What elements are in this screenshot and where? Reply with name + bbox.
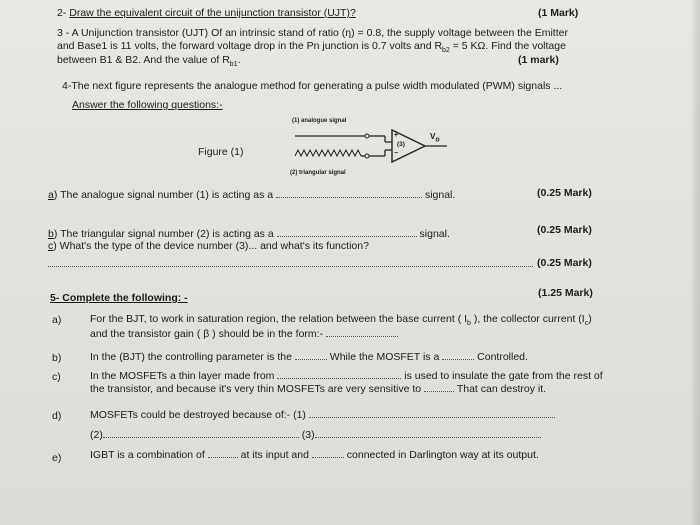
question-5d-line-2	[90, 428, 541, 441]
question-4a-mark: (0.25 Mark)	[537, 187, 592, 199]
question-5e-label: e)	[52, 452, 62, 464]
question-5b-blank-2[interactable]	[442, 350, 474, 360]
question-2-number: 2-	[57, 7, 67, 19]
question-5b-text-3: Controlled.	[477, 351, 528, 363]
question-5b-text-1: In the (BJT) the controlling parameter is the	[90, 351, 292, 363]
question-5c-text-3: the transistor, and because it's very thin MOSFETs are very sensitive to	[90, 383, 422, 395]
question-4c-mark: (0.25 Mark)	[537, 257, 592, 269]
question-3-text-2: and Base1 is 11 volts, the forward voltage drop in the Pn junction is 0.7 volts and R	[57, 40, 443, 52]
question-5b-line	[90, 350, 528, 363]
question-5a-text-end: )	[588, 313, 592, 325]
question-4a-text: ) The analogue signal number (1) is acting as a	[53, 189, 274, 201]
question-4c-answer-line[interactable]	[48, 266, 533, 267]
question-5-mark: (1.25 Mark)	[538, 287, 593, 299]
question-5a-text-2: and the transistor gain ( β ) should be in the form:-	[90, 328, 324, 340]
question-5b-text-2: While the MOSFET is a	[329, 351, 440, 363]
question-5a-blank[interactable]	[326, 327, 398, 337]
question-3-text-3-end: .	[237, 54, 241, 66]
question-2-mark: (1 Mark)	[538, 7, 579, 19]
question-5e-text-3: connected in Darlington way at its output.	[346, 449, 539, 461]
rb2-subscript: b2	[442, 47, 450, 55]
question-5b-blank-1[interactable]	[295, 350, 327, 360]
question-4b-blank[interactable]	[277, 227, 417, 237]
question-3-number: 3 -	[57, 27, 70, 39]
fig-minus-sign: −	[394, 150, 399, 157]
question-4b	[48, 227, 450, 240]
question-5e-blank-2[interactable]	[312, 448, 344, 458]
question-5c-blank-2[interactable]	[424, 382, 454, 392]
question-5b-label: b)	[52, 352, 62, 364]
fig-output-label	[430, 132, 440, 144]
question-4a-blank[interactable]	[276, 188, 422, 198]
rb1-subscript: b1	[229, 61, 238, 69]
question-4a	[48, 188, 455, 201]
question-4c-label: c	[48, 240, 54, 252]
question-4a-label: a	[48, 189, 54, 201]
fig-triangular-label: (2) triangular signal	[290, 170, 346, 176]
question-5d-text-1: MOSFETs could be destroyed because of:- (1)	[90, 409, 306, 421]
ib-subscript: b	[467, 320, 471, 328]
question-5d-blank-3[interactable]	[315, 428, 541, 438]
ic-subscript: c	[584, 320, 589, 328]
question-5d-line-1	[90, 408, 555, 421]
question-5c-line-1	[90, 369, 603, 382]
question-5c-blank-1[interactable]	[277, 369, 401, 379]
figure-label: Figure (1)	[198, 146, 244, 158]
question-5d-text-2: (2)	[90, 429, 103, 441]
fig-device-label: (3)	[397, 141, 405, 148]
question-4-intro: 4-The next figure represents the analogue method for generating a pulse width modulated (PWM) signals ...	[62, 80, 563, 92]
question-2-text: Draw the equivalent circuit of the unijunction transistor (UJT)?	[69, 7, 356, 19]
question-4b-text: ) The triangular signal number (2) is acting as a	[53, 228, 274, 240]
question-3-text-2-end: = 5 KΩ. Find the voltage	[449, 40, 566, 52]
question-4c-text: ) What's the type of the device number (3)... and what's its function?	[53, 240, 369, 252]
question-4c	[48, 240, 369, 252]
question-5a-label: a)	[52, 314, 62, 326]
question-4b-mark: (0.25 Mark)	[537, 224, 592, 236]
question-5e-text-2: at its input and	[240, 449, 309, 461]
question-5c-text-1: In the MOSFETs a thin layer made from	[90, 370, 275, 382]
question-5a-text-1: For the BJT, to work in saturation region, the relation between the base current ( I	[90, 313, 468, 325]
question-4b-label: b	[48, 228, 54, 240]
question-4b-end: signal.	[419, 228, 450, 240]
question-5e-blank-1[interactable]	[208, 448, 238, 458]
fig-output-sub: o	[435, 136, 440, 144]
question-2	[57, 7, 356, 19]
question-5d-text-3: (3)	[301, 429, 315, 441]
question-5c-label: c)	[52, 371, 61, 383]
question-5e-text-1: IGBT is a combination of	[90, 449, 205, 461]
question-5-title: 5- Complete the following: -	[50, 292, 188, 304]
question-4a-end: signal.	[424, 189, 456, 201]
question-5a-line-2	[90, 327, 398, 340]
fig-plus-sign: +	[394, 132, 399, 139]
question-3-line-1	[57, 27, 568, 39]
question-4-instruction: Answer the following questions:-	[72, 99, 223, 111]
question-3-text-1: A Unijunction transistor (UJT) Of an intrinsic stand of ratio (η) = 0.8, the supply voltage between the Emitter	[71, 27, 568, 39]
question-5c-line-2	[90, 382, 546, 395]
fig-analogue-label: (1) analogue signal	[292, 118, 347, 124]
question-3-line-3	[57, 54, 241, 71]
question-5d-label: d)	[52, 410, 62, 422]
fig-output-v: V	[430, 132, 436, 141]
question-5d-blank-2[interactable]	[103, 428, 299, 438]
question-5a-text-mid: ), the collector current (I	[470, 313, 585, 325]
question-5d-blank-1[interactable]	[309, 408, 555, 418]
question-3-mark: (1 mark)	[518, 54, 559, 66]
question-5c-text-2: is used to insulate the gate from the rest of	[404, 370, 603, 382]
question-5e-line	[90, 448, 539, 461]
question-5c-text-4: That can destroy it.	[456, 383, 547, 395]
page-shadow	[690, 0, 700, 525]
question-3-text-3: between B1 & B2. And the value of R	[57, 54, 230, 66]
